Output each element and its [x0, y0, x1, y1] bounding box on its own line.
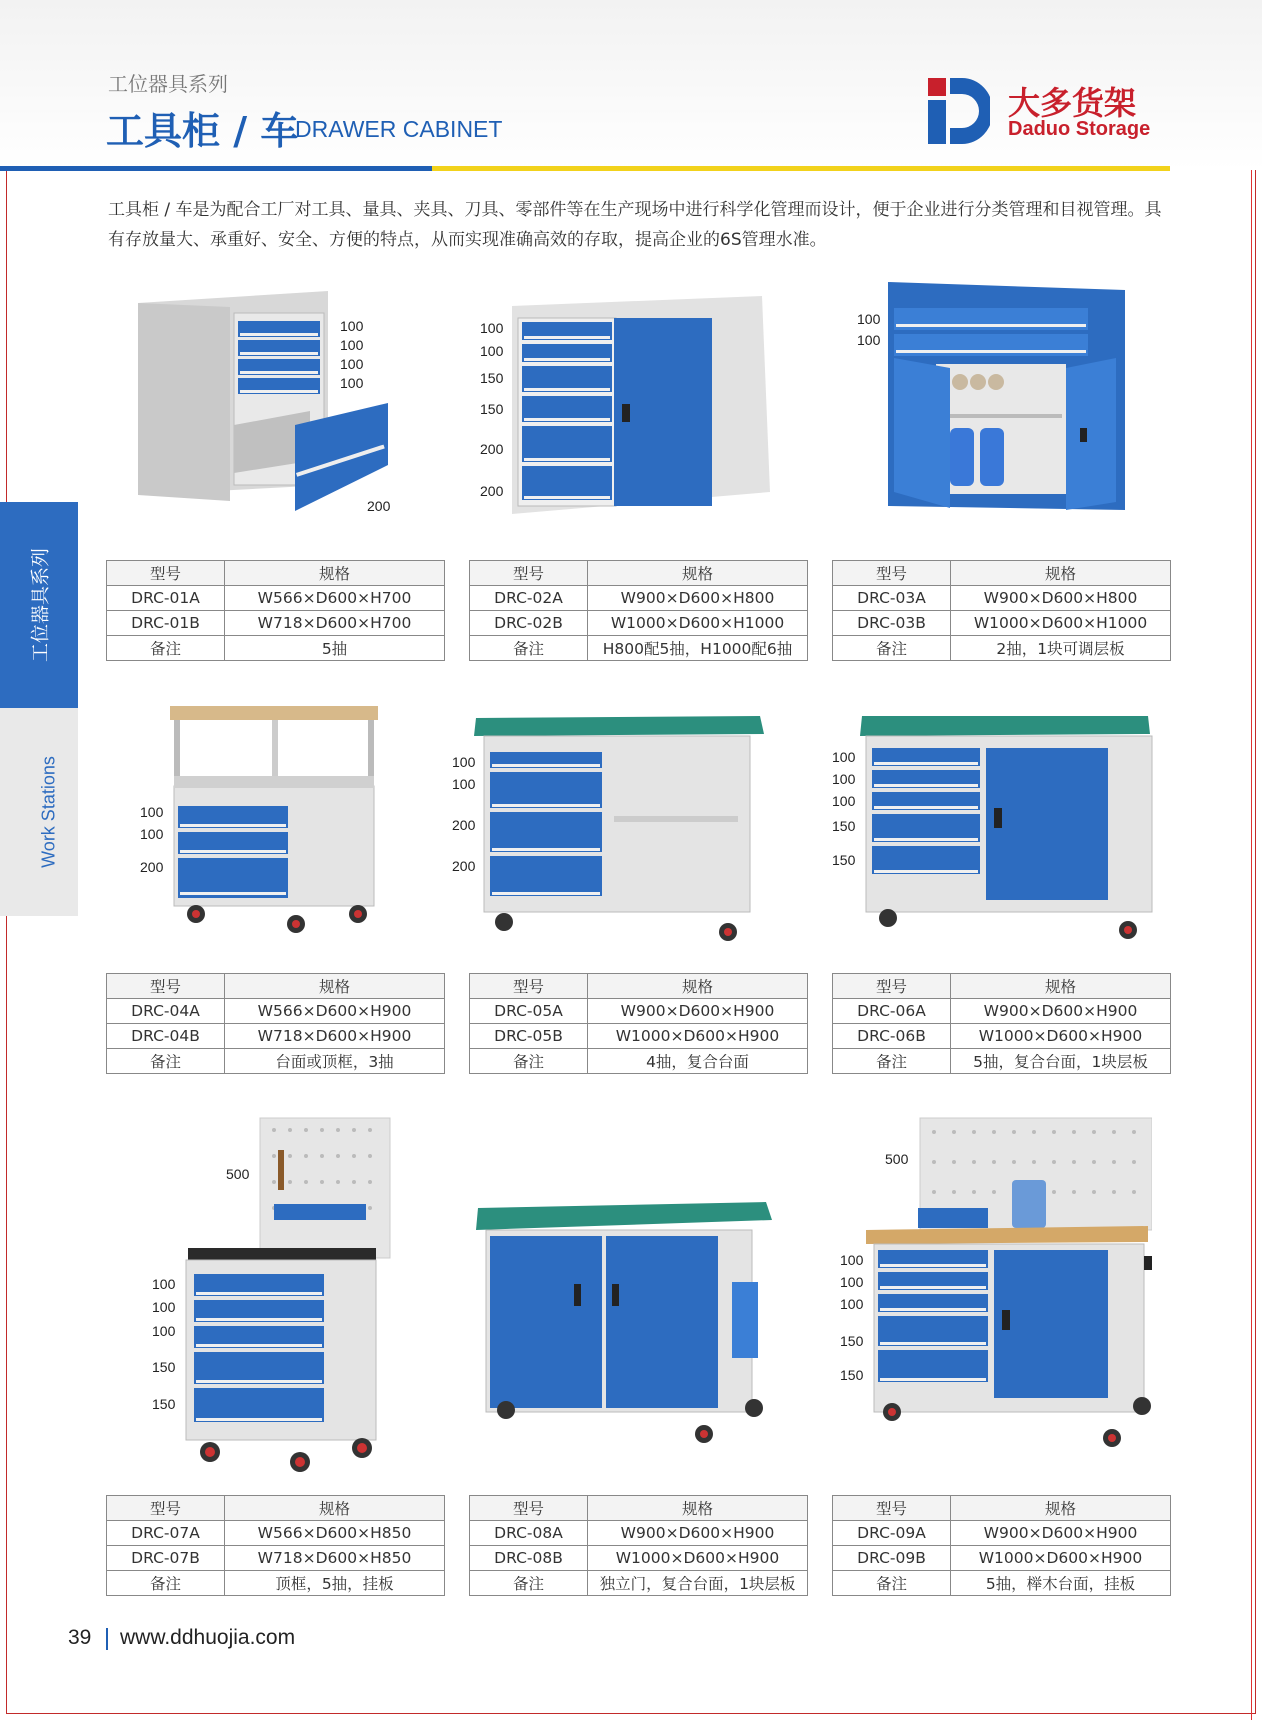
table-header-spec: 规格: [951, 1496, 1171, 1521]
side-tab-label-en: Work Stations: [38, 756, 59, 868]
header-bar-blue: [0, 166, 432, 171]
table-row: 备注 顶框，5抽，挂板: [107, 1571, 445, 1596]
page-edge-line: [1251, 0, 1252, 1720]
spec-table-drc-07: [106, 1495, 445, 1596]
spec-table-drc-01: [106, 560, 445, 661]
dimension-label: 150: [840, 1367, 864, 1383]
dimension-label: 100: [340, 375, 364, 391]
table-row: DRC-06B W1000×D600×H900: [833, 1024, 1171, 1049]
table-header-model: 型号: [833, 974, 951, 999]
dimension-label: 100: [832, 793, 856, 809]
table-row: DRC-05B W1000×D600×H900: [470, 1024, 808, 1049]
table-row: DRC-04B W718×D600×H900: [107, 1024, 445, 1049]
brand-name: 大多货架: [1008, 84, 1137, 122]
table-row: DRC-01A W566×D600×H700: [107, 586, 445, 611]
dimension-label: 100: [452, 754, 476, 770]
dimension-label: 150: [152, 1396, 176, 1412]
table-header-model: 型号: [470, 974, 588, 999]
dimension-label: 100: [857, 332, 881, 348]
product-image-drc-04: [168, 702, 380, 942]
dimension-label: 100: [840, 1274, 864, 1290]
series-subtitle: 工位器具系列: [108, 72, 228, 96]
table-row: DRC-02A W900×D600×H800: [470, 586, 808, 611]
table-row: 备注 4抽，复合台面: [470, 1049, 808, 1074]
product-image-drc-03: [880, 278, 1125, 540]
table-row: 备注 5抽，榉木台面，挂板: [833, 1571, 1171, 1596]
table-row: DRC-08A W900×D600×H900: [470, 1521, 808, 1546]
dimension-label: 200: [452, 817, 476, 833]
table-header-spec: 规格: [225, 974, 445, 999]
table-row: DRC-01B W718×D600×H700: [107, 611, 445, 636]
spec-table-drc-09: [832, 1495, 1171, 1596]
page-title-en: DRAWER CABINET: [295, 116, 503, 142]
dimension-label: 100: [152, 1276, 176, 1292]
table-row: DRC-02B W1000×D600×H1000: [470, 611, 808, 636]
spec-table-drc-06: [832, 973, 1171, 1074]
dimension-label: 100: [340, 318, 364, 334]
dimension-label: 100: [832, 771, 856, 787]
dimension-label: 100: [140, 804, 164, 820]
footer-divider: [106, 1628, 108, 1650]
page-title: 工具柜 / 车: [106, 109, 299, 153]
dimension-label: 200: [140, 859, 164, 875]
table-row: DRC-09B W1000×D600×H900: [833, 1546, 1171, 1571]
table-row: 备注 H800配5抽，H1000配6抽: [470, 636, 808, 661]
table-header-model: 型号: [833, 1496, 951, 1521]
table-header-model: 型号: [833, 561, 951, 586]
table-header-model: 型号: [107, 974, 225, 999]
spec-table-drc-04: [106, 973, 445, 1074]
dimension-label: 100: [840, 1296, 864, 1312]
spec-table-drc-08: [469, 1495, 808, 1596]
product-image-drc-06: [858, 712, 1153, 944]
dimension-label: 200: [480, 441, 504, 457]
dimension-label: 150: [480, 401, 504, 417]
table-row: 备注 5抽，复合台面，1块层板: [833, 1049, 1171, 1074]
side-tab-label: 工位器具系列: [29, 547, 52, 663]
header-bar-yellow: [432, 166, 1170, 171]
page-number: 39: [68, 1626, 92, 1649]
table-row: 备注 2抽，1块可调层板: [833, 636, 1171, 661]
table-header-spec: 规格: [951, 974, 1171, 999]
table-row: 备注 独立门，复合台面，1块层板: [470, 1571, 808, 1596]
dimension-label: 100: [152, 1299, 176, 1315]
table-header-model: 型号: [470, 561, 588, 586]
dimension-label: 100: [340, 337, 364, 353]
dimension-label: 150: [480, 370, 504, 386]
table-row: DRC-09A W900×D600×H900: [833, 1521, 1171, 1546]
table-header-spec: 规格: [951, 561, 1171, 586]
spec-table-drc-03: [832, 560, 1171, 661]
product-image-drc-09: [862, 1116, 1152, 1456]
dimension-label: 150: [840, 1333, 864, 1349]
dimension-label: 150: [832, 818, 856, 834]
dimension-label: 100: [480, 343, 504, 359]
table-header-model: 型号: [470, 1496, 588, 1521]
dimension-label: 100: [152, 1323, 176, 1339]
dimension-label: 100: [840, 1252, 864, 1268]
table-row: DRC-03A W900×D600×H800: [833, 586, 1171, 611]
dimension-label: 500: [885, 1151, 909, 1167]
dimension-label: 200: [452, 858, 476, 874]
spec-table-drc-02: [469, 560, 808, 661]
product-image-drc-08: [476, 1200, 772, 1450]
dimension-label: 100: [140, 826, 164, 842]
table-header-spec: 规格: [225, 1496, 445, 1521]
table-header-spec: 规格: [588, 1496, 808, 1521]
table-row: 备注 台面或顶框，3抽: [107, 1049, 445, 1074]
product-image-drc-07: [182, 1116, 400, 1476]
table-row: DRC-07A W566×D600×H850: [107, 1521, 445, 1546]
table-header-model: 型号: [107, 561, 225, 586]
intro-paragraph: 工具柜 / 车是为配合工厂对工具、量具、夹具、刀具、零部件等在生产现场中进行科学化管理而设计，便于企业进行分类管理和目视管理。具有存放量大、承重好、安全、方便的特点，从而实现准确高效的存取，提高企业的6S管理水准。: [108, 200, 1162, 250]
website-link[interactable]: www.ddhuojia.com: [120, 1626, 296, 1649]
brand-logo-icon: [928, 78, 990, 144]
table-row: DRC-03B W1000×D600×H1000: [833, 611, 1171, 636]
table-header-spec: 规格: [225, 561, 445, 586]
dimension-label: 500: [226, 1166, 250, 1182]
dimension-label: 100: [857, 311, 881, 327]
table-row: DRC-08B W1000×D600×H900: [470, 1546, 808, 1571]
dimension-label: 150: [152, 1359, 176, 1375]
table-row: DRC-06A W900×D600×H900: [833, 999, 1171, 1024]
dimension-label: 100: [832, 749, 856, 765]
dimension-label: 100: [480, 320, 504, 336]
product-image-drc-05: [474, 712, 764, 944]
table-row: 备注 5抽: [107, 636, 445, 661]
dimension-label: 100: [452, 776, 476, 792]
brand-name-en: Daduo Storage: [1008, 118, 1151, 140]
table-header-spec: 规格: [588, 974, 808, 999]
spec-table-drc-05: [469, 973, 808, 1074]
dimension-label: 200: [367, 498, 391, 514]
table-header-model: 型号: [107, 1496, 225, 1521]
product-image-drc-02: [510, 292, 770, 522]
table-header-spec: 规格: [588, 561, 808, 586]
dimension-label: 100: [340, 356, 364, 372]
dimension-label: 200: [480, 483, 504, 499]
table-row: DRC-04A W566×D600×H900: [107, 999, 445, 1024]
table-row: DRC-07B W718×D600×H850: [107, 1546, 445, 1571]
dimension-label: 150: [832, 852, 856, 868]
table-row: DRC-05A W900×D600×H900: [470, 999, 808, 1024]
